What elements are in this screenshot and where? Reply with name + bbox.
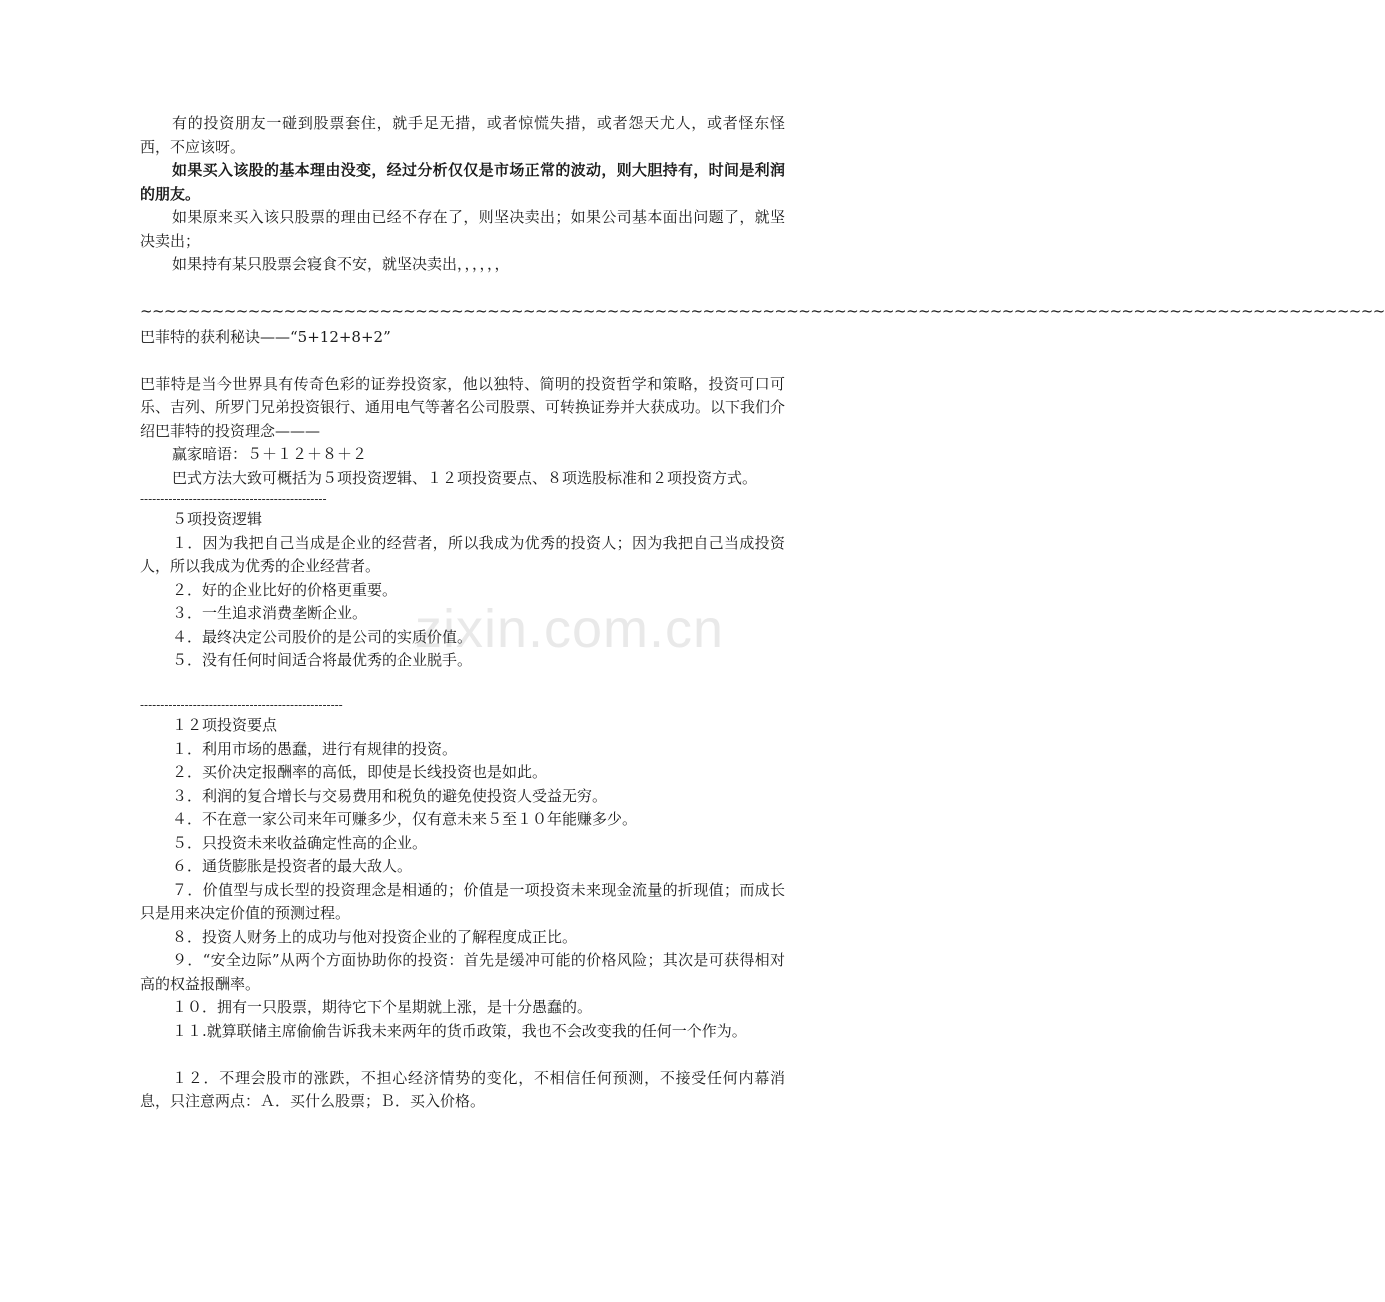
spacer [140, 277, 785, 301]
points-item: １０．拥有一只股票，期待它下个星期就上涨，是十分愚蠢的。 [172, 998, 593, 1016]
points-item: ２．买价决定报酬率的高低，即使是长线投资也是如此。 [172, 763, 548, 781]
points-item: ９．“安全边际”从两个方面协助你的投资：首先是缓冲可能的价格风险；其次是可获得相对高的权益报酬率。 [140, 951, 785, 993]
logic-item: ２．好的企业比好的价格更重要。 [172, 580, 398, 599]
formula-line: 赢家暗语：５＋１２＋８＋２ [172, 445, 368, 463]
points-item-12: １２．不理会股市的涨跌，不担心经济情势的变化，不相信任何预测，不接受任何内幕消息，只注意两点：Ａ．买什么股票；Ｂ．买入价格。 [140, 1068, 785, 1110]
points-item: ７．价值型与成长型的投资理念是相通的；价值是一项投资未来现金流量的折现值；而成长只是用来决定价值的预测过程。 [140, 880, 785, 922]
intro-paragraph-4: 如果持有某只股票会寝食不安，就坚决卖出，，，，，， [172, 255, 510, 273]
logic-item: ４．最终决定公司股价的是公司的实质价值。 [172, 627, 473, 646]
spacer [140, 349, 785, 373]
points-item: ３．利润的复合增长与交易费用和税负的避免使投资人受益无穷。 [172, 786, 608, 805]
points-item: １１.就算联储主席偷偷告诉我未来两年的货币政策，我也不会改变我的任何一个作为。 [172, 1021, 747, 1040]
points-item: ６．通货膨胀是投资者的最大敌人。 [172, 857, 413, 875]
points-item: ４．不在意一家公司来年可赚多少，仅有意未来５至１０年能赚多少。 [172, 810, 638, 828]
intro-paragraph-3: 如果原来买入该只股票的理由已经不存在了，则坚决卖出；如果公司基本面出问题了，就坚决卖出； [140, 208, 785, 250]
spacer [140, 1043, 785, 1067]
intro-paragraph-2-bold: 如果买入该股的基本理由没变，经过分析仅仅是市场正常的波动，则大胆持有，时间是利润的朋友。 [140, 161, 785, 203]
tilde-separator: ~~~~~~~~~~~~~~~~~~~~~~~~~~~~~~~~~~~~~~~~~~~~~~~~~~~~~~~~~~~~~~~~~~~~~~~~~~~~~~~~~~~~~~~~~~~~~~~~~~~~~~~~ [140, 302, 1385, 320]
intro-paragraph-1: 有的投资朋友一碰到股票套住，就手足无措，或者惊慌失措，或者怨天尤人，或者怪东怪西，不应该呀。 [140, 114, 785, 156]
logic-heading: ５项投资逻辑 [172, 510, 263, 528]
dash-separator-1: ---------------------------------------------- [140, 492, 327, 506]
document-body [140, 112, 1385, 1114]
logic-item: ５．没有任何时间适合将最优秀的企业脱手。 [172, 651, 473, 669]
points-item: ５．只投资未来收益确定性高的企业。 [172, 833, 428, 852]
logic-item: ３．一生追求消费垄断企业。 [172, 604, 368, 622]
logic-item: １．因为我把自己当成是企业的经营者，所以我成为优秀的投资人；因为我把自己当成投资人，所以我成为优秀的企业经营者。 [140, 533, 785, 575]
points-item: ８．投资人财务上的成功与他对投资企业的了解程度成正比。 [172, 927, 578, 946]
article-lead: 巴菲特是当今世界具有传奇色彩的证券投资家，他以独特、简明的投资哲学和策略，投资可口可乐、吉列、所罗门兄弟投资银行、通用电气等著名公司股票、可转换证券并大获成功。以下我们介绍巴菲特的投资理念——— [140, 374, 786, 440]
dash-separator-2: -------------------------------------------------- [140, 698, 343, 712]
summary-paragraph: 巴式方法大致可概括为５项投资逻辑、１２项投资要点、８项选股标准和２项投资方式。 [172, 468, 758, 487]
watermark: zixin.com.cn [415, 599, 725, 659]
points-item: １．利用市场的愚蠢，进行有规律的投资。 [172, 739, 458, 758]
spacer [140, 673, 785, 697]
points-heading: １２项投资要点 [172, 716, 278, 734]
article-title: 巴菲特的获利秘诀——“5+12+8+2” [140, 327, 391, 346]
